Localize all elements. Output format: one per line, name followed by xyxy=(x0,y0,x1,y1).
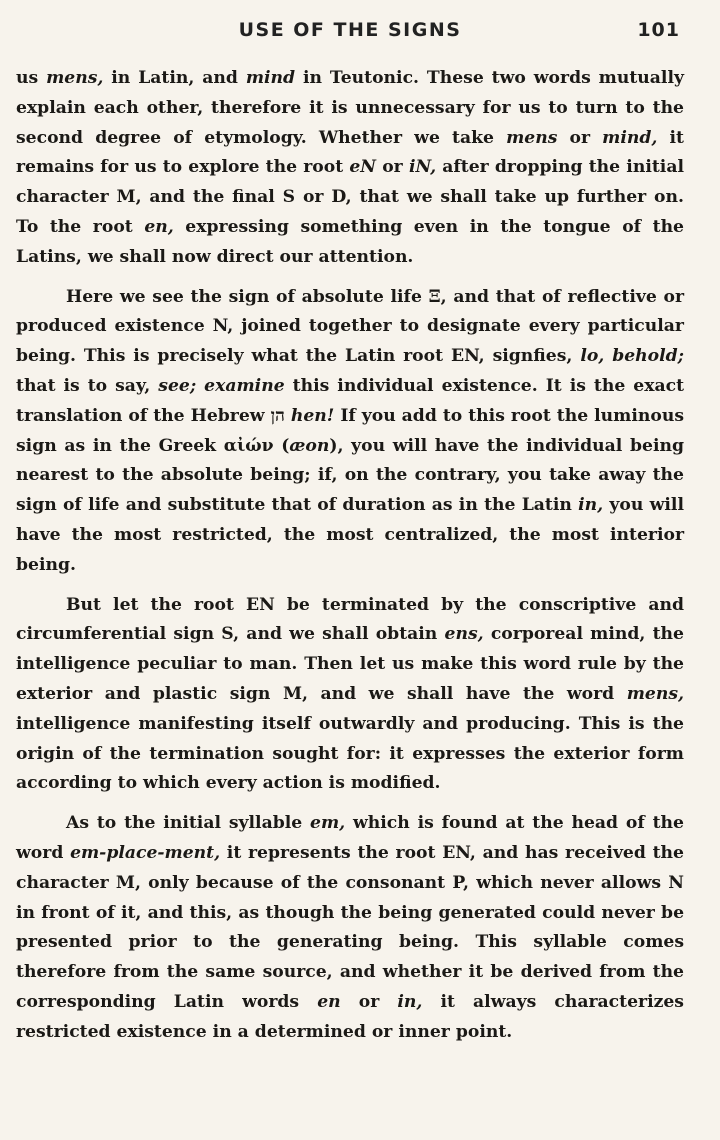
text-run: that is to say, xyxy=(16,375,159,396)
text-run: in Teutonic. These two words mutually explain each other, therefore it is unnecessary for us to turn to the second degree of etymology. Whether we take xyxy=(16,68,684,148)
italic-run: mind, xyxy=(602,127,658,148)
italic-run: iN, xyxy=(408,157,437,178)
text-run: As to the initial syllable xyxy=(66,813,311,834)
body-text xyxy=(16,64,684,1048)
paragraph-2 xyxy=(16,283,684,581)
italic-run: en xyxy=(317,991,341,1012)
text-run: it always characterizes restricted existence in a determined or inner point. xyxy=(16,991,684,1042)
italic-run: æon xyxy=(289,435,330,456)
italic-run: en, xyxy=(144,216,174,237)
italic-run: mens, xyxy=(46,68,104,88)
paragraph-4 xyxy=(16,809,684,1047)
italic-run: hen! xyxy=(290,405,335,426)
text-run: corporeal mind, the intelligence peculiar to man. Then let us make this word rule by the exterior and plastic sign M, and we shall have the word xyxy=(16,624,684,704)
italic-run: mens xyxy=(506,127,558,148)
text-run: after dropping the initial character M, and the final S or D, that we shall take up further on. To the root xyxy=(16,157,684,237)
text-run: this individual existence. It is the exact translation of the Hebrew הן xyxy=(16,375,685,426)
text-run: you will have the most restricted, the most centralized, the most interior being. xyxy=(16,495,684,575)
text-run: or xyxy=(340,991,398,1012)
italic-run: lo, behold; xyxy=(580,346,685,367)
italic-run: mind xyxy=(245,68,296,88)
text-run: it remains for us to explore the root xyxy=(16,127,684,178)
italic-run: eN xyxy=(349,157,377,178)
text-run: expressing something even in the tongue of the Latins, we shall now direct our attention. xyxy=(16,216,684,267)
paragraph-3 xyxy=(16,591,684,800)
text-run: Here we see the sign of absolute life Ξ, and that of reflective or produced existence N, joined together to designate every particular being. This is precisely what the Latin root EN, signfies, xyxy=(16,286,684,367)
text-run: But let the root EN be terminated by the conscriptive and circumferential sign S, and we shall obtain xyxy=(16,594,684,645)
italic-run: ens, xyxy=(444,624,484,645)
italic-run: em, xyxy=(310,813,346,834)
text-run: or xyxy=(557,127,603,148)
text-run: intelligence manifesting itself outwardly and producing. This is the origin of the termination sought for: it expresses the exterior form according to which every action is modified. xyxy=(16,713,684,794)
italic-run: see; examine xyxy=(158,375,285,396)
text-run: which is found at the head of the word xyxy=(16,813,684,863)
text-run: ), you will have the individual being nearest to the absolute being; if, on the contrary, you take away the sign of life and substitute that of duration as in the Latin xyxy=(16,435,684,516)
italic-run: em-place-ment, xyxy=(70,842,221,863)
italic-run: mens, xyxy=(626,683,684,704)
paragraph-1 xyxy=(16,64,684,273)
text-run: If you add to this root the luminous sign as in the Greek αἰών ( xyxy=(16,405,684,456)
text-run: in Latin, and xyxy=(103,68,246,88)
page-number: 101 xyxy=(637,19,680,41)
text-run: or xyxy=(376,157,409,178)
text-run: us xyxy=(16,68,47,88)
italic-run: in, xyxy=(578,495,604,516)
italic-run: in, xyxy=(397,991,423,1012)
running-header xyxy=(16,10,684,50)
text-run: it represents the root EN, and has received the character M, only because of the consonant P, which never allows N in front of it, and this, as though the being generated could never be presented prior to the generating being. This syllable comes therefore from the same source, and whether it be derived from the corresponding Latin words xyxy=(16,842,684,1012)
running-title: USE OF THE SIGNS xyxy=(238,19,462,41)
